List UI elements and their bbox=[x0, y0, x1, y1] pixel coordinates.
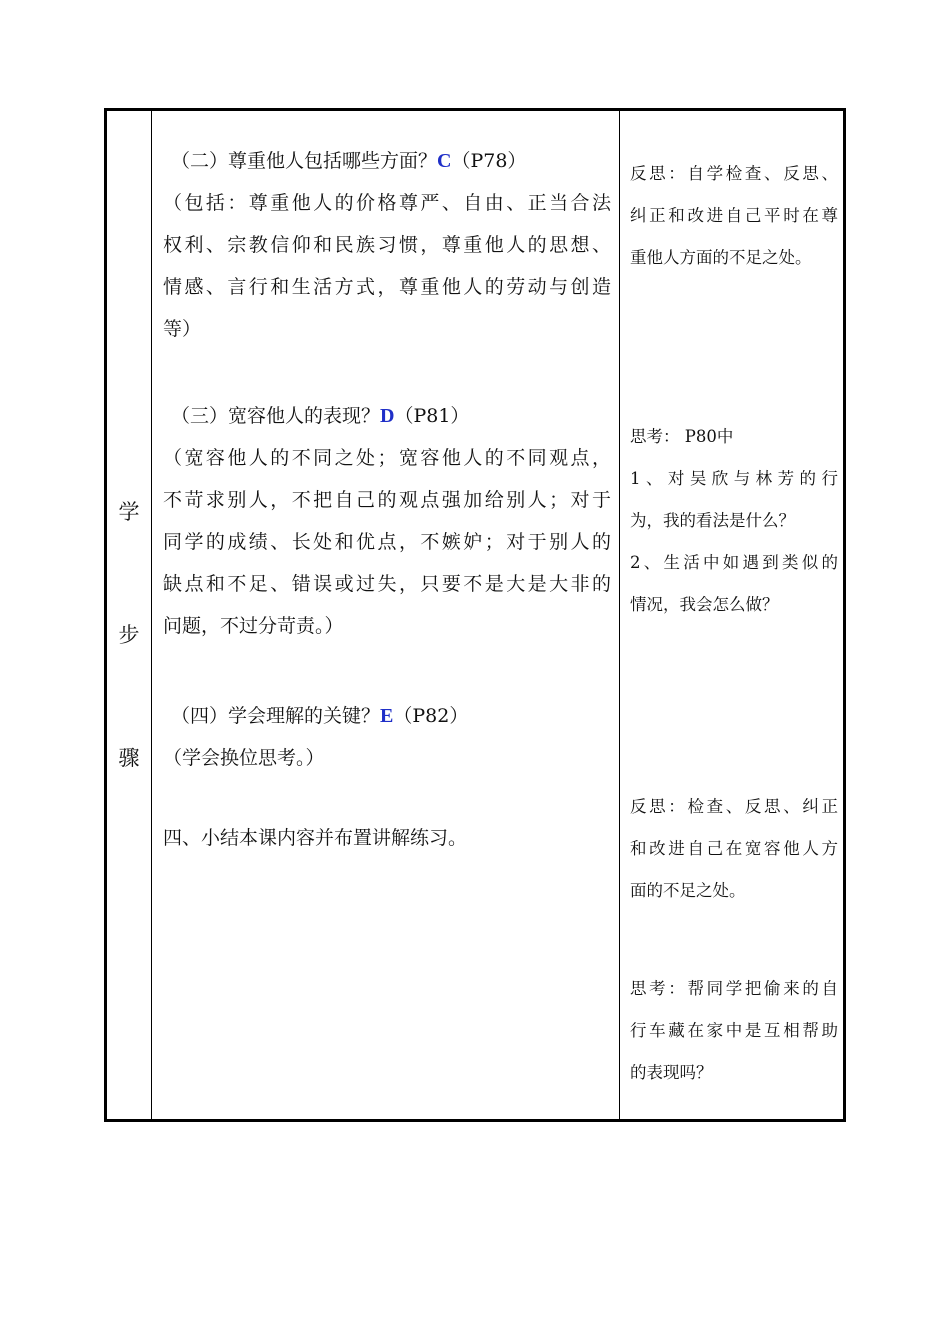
note-line: 2、生活中如遇到类似的 bbox=[630, 553, 838, 572]
question-3-title: （三）宽容他人的表现？D（P81） bbox=[171, 405, 470, 427]
note-line: 的表现吗？ bbox=[630, 1063, 713, 1082]
note-line: 情况，我会怎么做？ bbox=[630, 595, 779, 614]
reflection-note-1 bbox=[630, 153, 838, 279]
question-2-answer-line: 情感、言行和生活方式，尊重他人的劳动与创造 bbox=[163, 276, 611, 298]
note-line: 思考：帮同学把偷来的自 bbox=[630, 979, 838, 998]
thinking-note-2 bbox=[630, 968, 838, 1094]
note-line: 思考： P80中 bbox=[630, 427, 734, 446]
question-3-answer-line: 问题，不过分苛责。） bbox=[163, 615, 344, 637]
question-2-letter: C bbox=[437, 150, 452, 172]
main-content-cell bbox=[152, 111, 619, 1119]
question-4-letter: E bbox=[380, 705, 394, 727]
summary-text: 四、小结本课内容并布置讲解练习。 bbox=[163, 827, 468, 849]
note-line: 重他人方面的不足之处。 bbox=[630, 248, 812, 267]
row-label-char: 骤 bbox=[118, 746, 140, 770]
note-line: 为，我的看法是什么？ bbox=[630, 511, 795, 530]
question-4-title: （四）学会理解的关键？E（P82） bbox=[171, 705, 469, 727]
question-3-answer-line: （宽容他人的不同之处；宽容他人的不同观点， bbox=[163, 447, 611, 469]
reflection-note-2 bbox=[630, 786, 838, 912]
question-2-answer-line: 权利、宗教信仰和民族习惯，尊重他人的思想、 bbox=[163, 234, 611, 256]
question-2-title: （二）尊重他人包括哪些方面？C（P78） bbox=[171, 150, 527, 172]
question-3-answer-line: 缺点和不足、错误或过失，只要不是大是大非的 bbox=[163, 573, 611, 595]
row-label-cell bbox=[107, 111, 151, 1119]
question-3-answer-line: 不苛求别人，不把自己的观点强加给别人；对于 bbox=[163, 489, 611, 511]
question-3-answer-line: 同学的成绩、长处和优点，不嫉妒；对于别人的 bbox=[163, 531, 611, 553]
question-3-letter: D bbox=[380, 405, 395, 427]
question-2-answer-line: （包括：尊重他人的价格尊严、自由、正当合法 bbox=[163, 192, 611, 214]
question-2 bbox=[163, 140, 611, 350]
question-4 bbox=[163, 695, 611, 779]
side-notes-cell bbox=[620, 111, 846, 1119]
row-label-char: 步 bbox=[118, 623, 140, 647]
note-line: 1、对吴欣与林芳的行 bbox=[630, 469, 838, 488]
thinking-note-1 bbox=[630, 416, 838, 626]
lesson-table bbox=[104, 108, 846, 1122]
question-2-answer-line: 等） bbox=[163, 318, 202, 340]
question-4-answer: （学会换位思考。） bbox=[163, 747, 325, 769]
note-line: 行车藏在家中是互相帮助 bbox=[630, 1021, 838, 1040]
note-line: 纠正和改进自己平时在尊 bbox=[630, 206, 838, 225]
note-line: 面的不足之处。 bbox=[630, 881, 746, 900]
row-label-char: 学 bbox=[118, 500, 140, 524]
note-line: 反思：检查、反思、纠正 bbox=[630, 797, 838, 816]
note-line: 和改进自己在宽容他人方 bbox=[630, 839, 838, 858]
question-3 bbox=[163, 395, 611, 647]
note-line: 反思：自学检查、反思、 bbox=[630, 164, 838, 183]
